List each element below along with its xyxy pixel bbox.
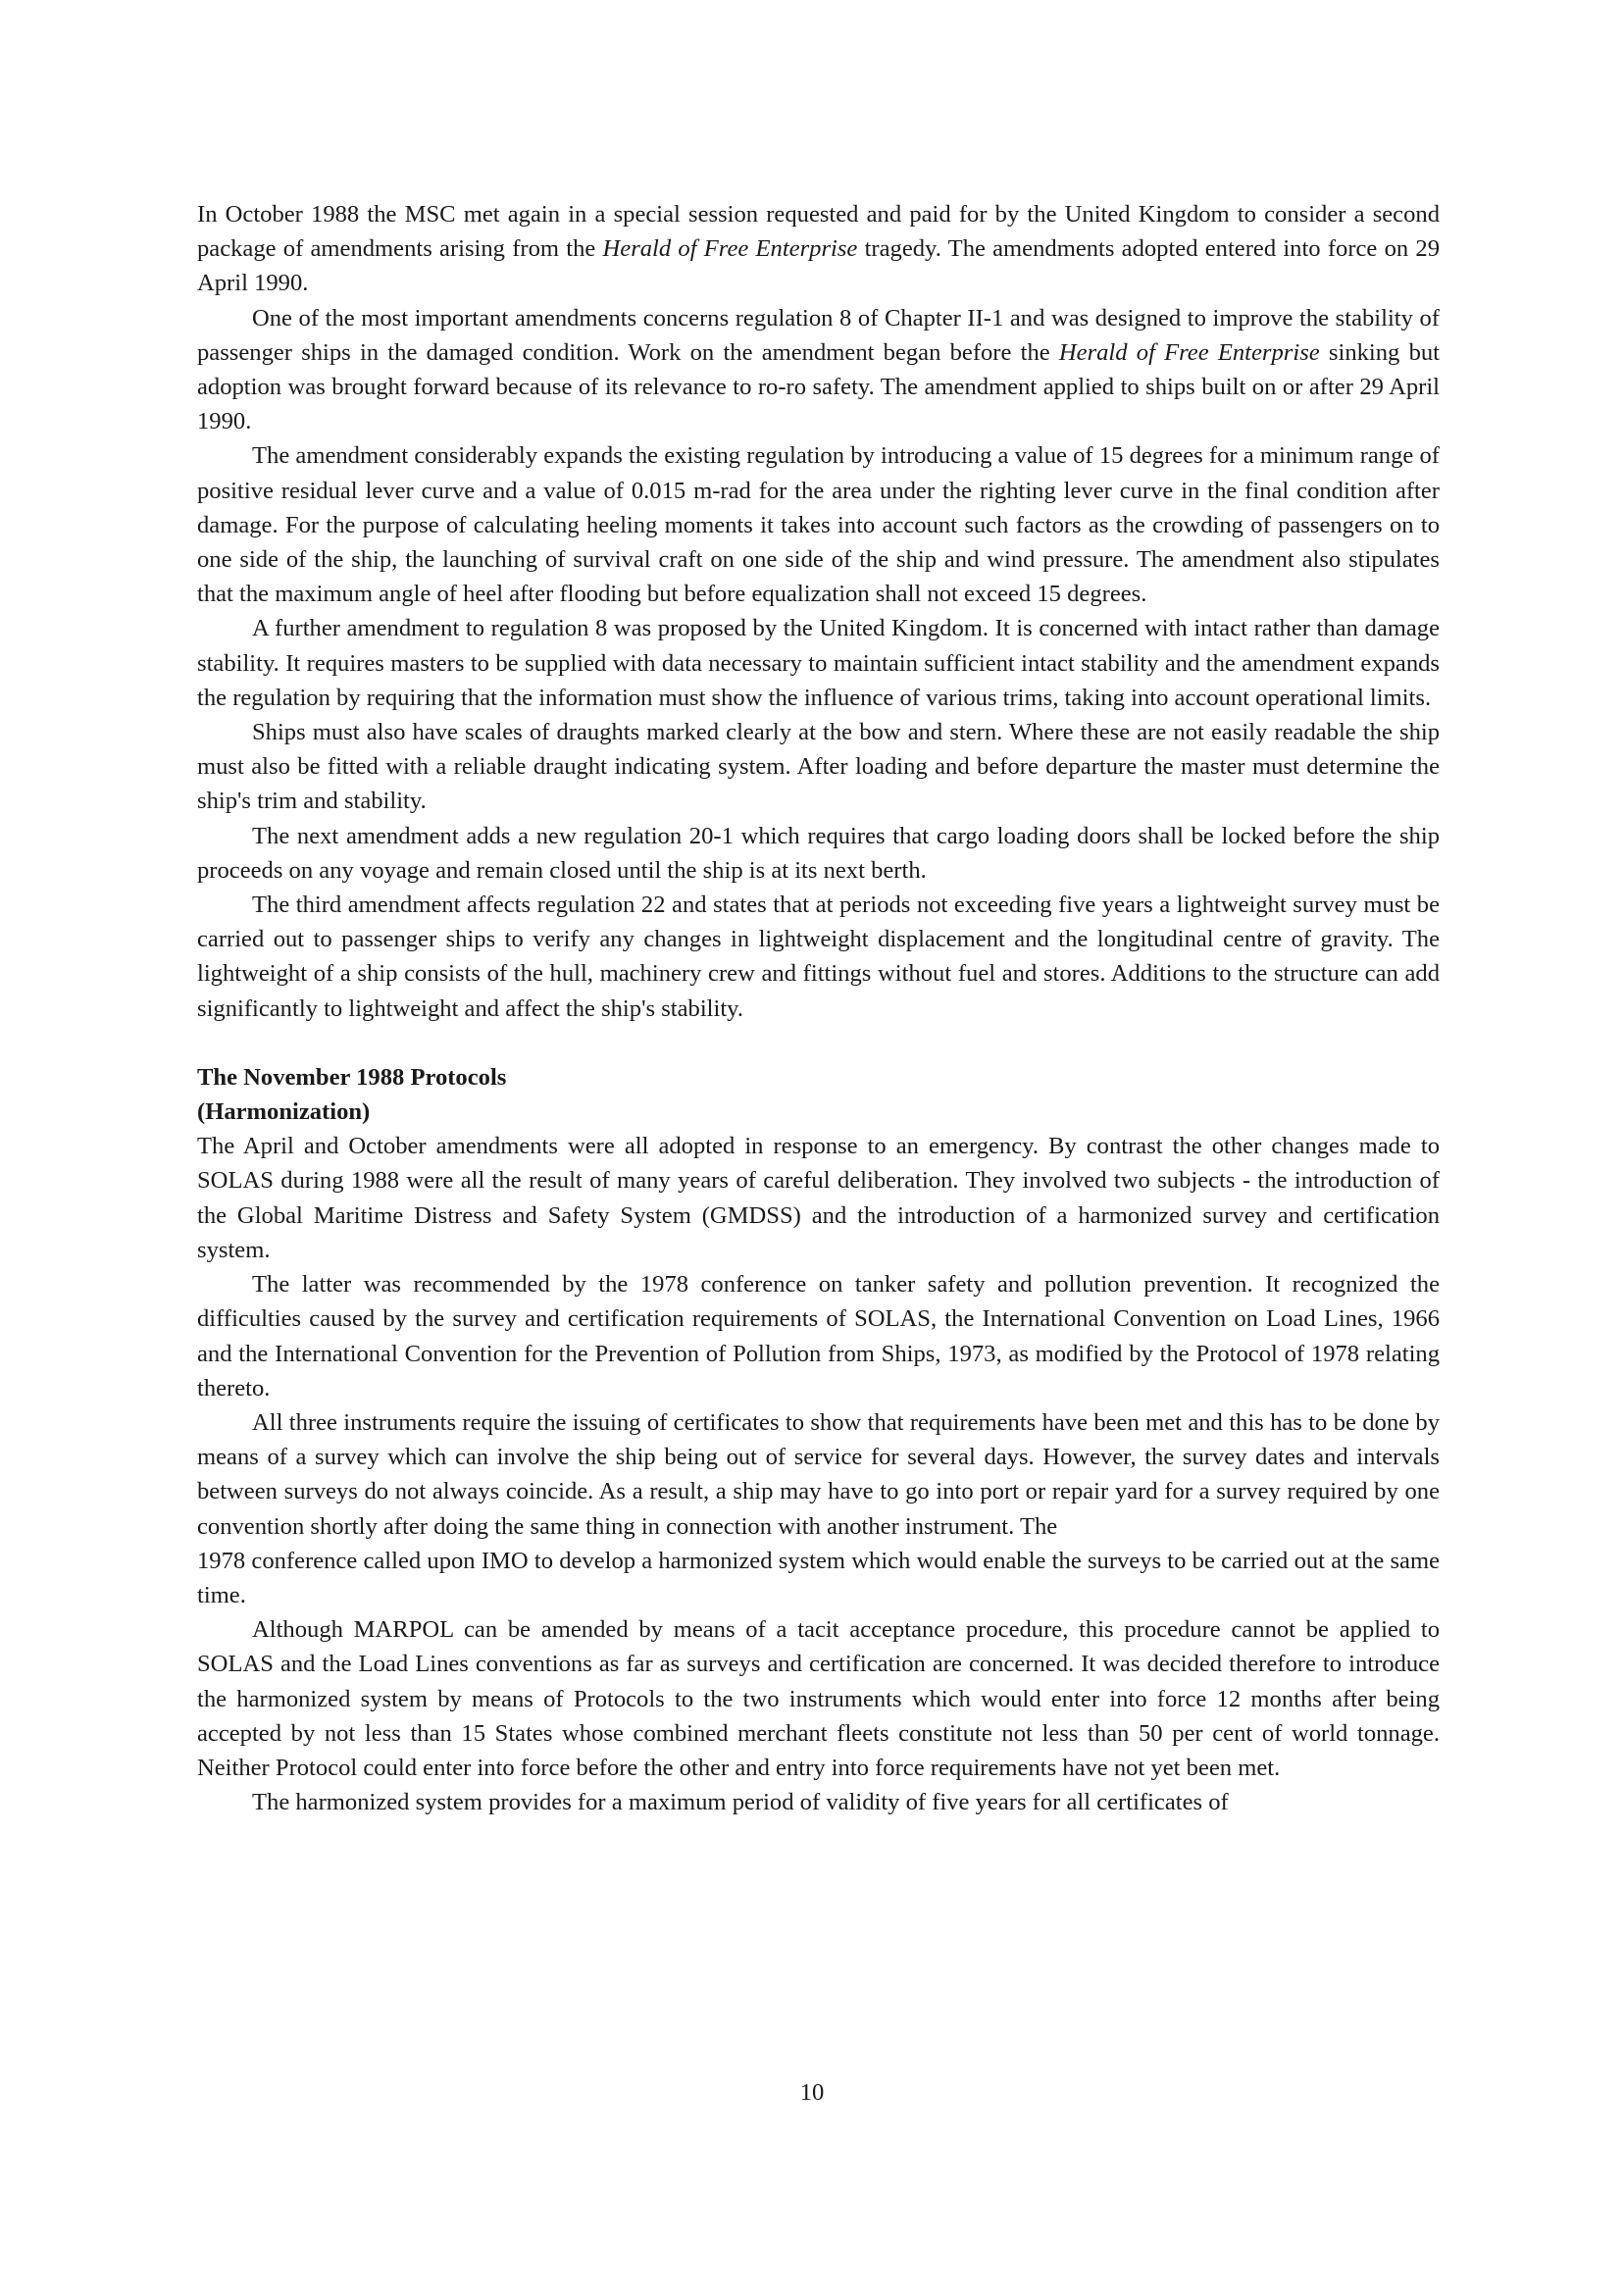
- section-spacer: [197, 1026, 1440, 1060]
- section-subheading: (Harmonization): [197, 1098, 371, 1126]
- paragraph-msc-october-1988: In October 1988 the MSC met again in a special session requested and paid for by the United Kingdom to consider a second package of amendments arising from the Herald of Free Enterprise tragedy. The amendments adopted entered into force on 29 April 1990.: [197, 201, 1440, 297]
- section-heading: The November 1988 Protocols: [197, 1063, 507, 1091]
- paragraph-intact-stability: A further amendment to regulation 8 was proposed by the United Kingdom. It is concerned with intact rather than damage stability. It requires masters to be supplied with data necessary to maintain sufficient intact stability and the amendment expands the regulation by requiring that the information must show the influence of various trims, taking into account operational limits.: [197, 615, 1440, 711]
- paragraph-regulation-22: The third amendment affects regulation 22 and states that at periods not exceeding five years a lightweight survey must be carried out to passenger ships to verify any changes in lightweight displacement and the longitudinal centre of gravity. The lightweight of a ship consists of the hull, machinery crew and fittings without fuel and stores. Additions to the structure can add significantly to lightweight and affect the ship's stability.: [197, 892, 1440, 1022]
- paragraph-three-instruments: All three instruments require the issuing of certificates to show that requirements have been met and this has to be done by means of a survey which can involve the ship being out of service for several days. However, the survey dates and intervals between surveys do not always coincide. As a result, a ship may have to go into port or repair yard for a survey required by one convention shortly after doing the same thing in connection with another instrument. The: [197, 1408, 1440, 1540]
- paragraph-validity-period: The harmonized system provides for a maximum period of validity of five years for all certificates of: [252, 1789, 1229, 1816]
- paragraph-residual-lever-curve: The amendment considerably expands the existing regulation by introducing a value of 15 degrees for a minimum range of positive residual lever curve and a value of 0.015 m-rad for the area under the righting lever curve in the final condition after damage. For the purpose of calculating heeling moments it takes into account such factors as the crowding of passengers on to one side of the ship, the launching of survival craft on one side of the ship and wind pressure. The amendment also stipulates that the maximum angle of heel after flooding but before equalization shall not exceed 15 degrees.: [197, 442, 1440, 608]
- paragraph-regulation-20-1: The next amendment adds a new regulation 20-1 which requires that cargo loading doors shall be locked before the ship proceeds on any voyage and remain closed until the ship is at its next berth.: [197, 822, 1440, 884]
- ship-name-italic: Herald of Free Enterprise: [1058, 338, 1320, 366]
- paragraph-april-october-amendments: The April and October amendments were all adopted in response to an emergency. By contrast the other changes made to SOLAS during 1988 were all the result of many years of careful deliberation. They involved two subjects - the introduction of the Global Maritime Distress and Safety System (GMDSS) and the introduction of a harmonized survey and certification system.: [197, 1133, 1440, 1263]
- paragraph-regulation-8-amendment: One of the most important amendments concerns regulation 8 of Chapter II-1 and was designed to improve the stability of passenger ships in the damaged condition. Work on the amendment began before the Herald of Free Enterprise sinking but adoption was brought forward because of its relevance to ro-ro safety. The amendment applied to ships built on or after 29 April 1990.: [197, 304, 1440, 435]
- paragraph-draught-scales: Ships must also have scales of draughts marked clearly at the bow and stern. Where these are not easily readable the ship must also be fitted with a reliable draught indicating system. After loading and before departure the master must determine the ship's trim and stability.: [197, 719, 1440, 815]
- paragraph-1978-conference: The latter was recommended by the 1978 conference on tanker safety and pollution prevention. It recognized the difficulties caused by the survey and certification requirements of SOLAS, the International Convention on Load Lines, 1966 and the International Convention for the Prevention of Pollution from Ships, 1973, as modified by the Protocol of 1978 relating thereto.: [197, 1271, 1440, 1402]
- page-number: 10: [799, 2079, 825, 2106]
- paragraph-marpol-tacit-acceptance: Although MARPOL can be amended by means of a tacit acceptance procedure, this procedure cannot be applied to SOLAS and the Load Lines conventions as far as surveys and certification are concerned. It was decided therefore to introduce the harmonized system by means of Protocols to the two instruments which would enter into force 12 months after being accepted by not less than 15 States whose combined merchant fleets constitute not less than 50 per cent of world tonnage. Neither Protocol could enter into force before the other and entry into force requirements have not yet been met.: [197, 1616, 1440, 1781]
- document-page: [197, 197, 1440, 1819]
- paragraph-harmonized-system-request: 1978 conference called upon IMO to develop a harmonized system which would enable the surveys to be carried out at the same time.: [197, 1547, 1440, 1608]
- ship-name-italic: Herald of Free Enterprise: [602, 235, 858, 263]
